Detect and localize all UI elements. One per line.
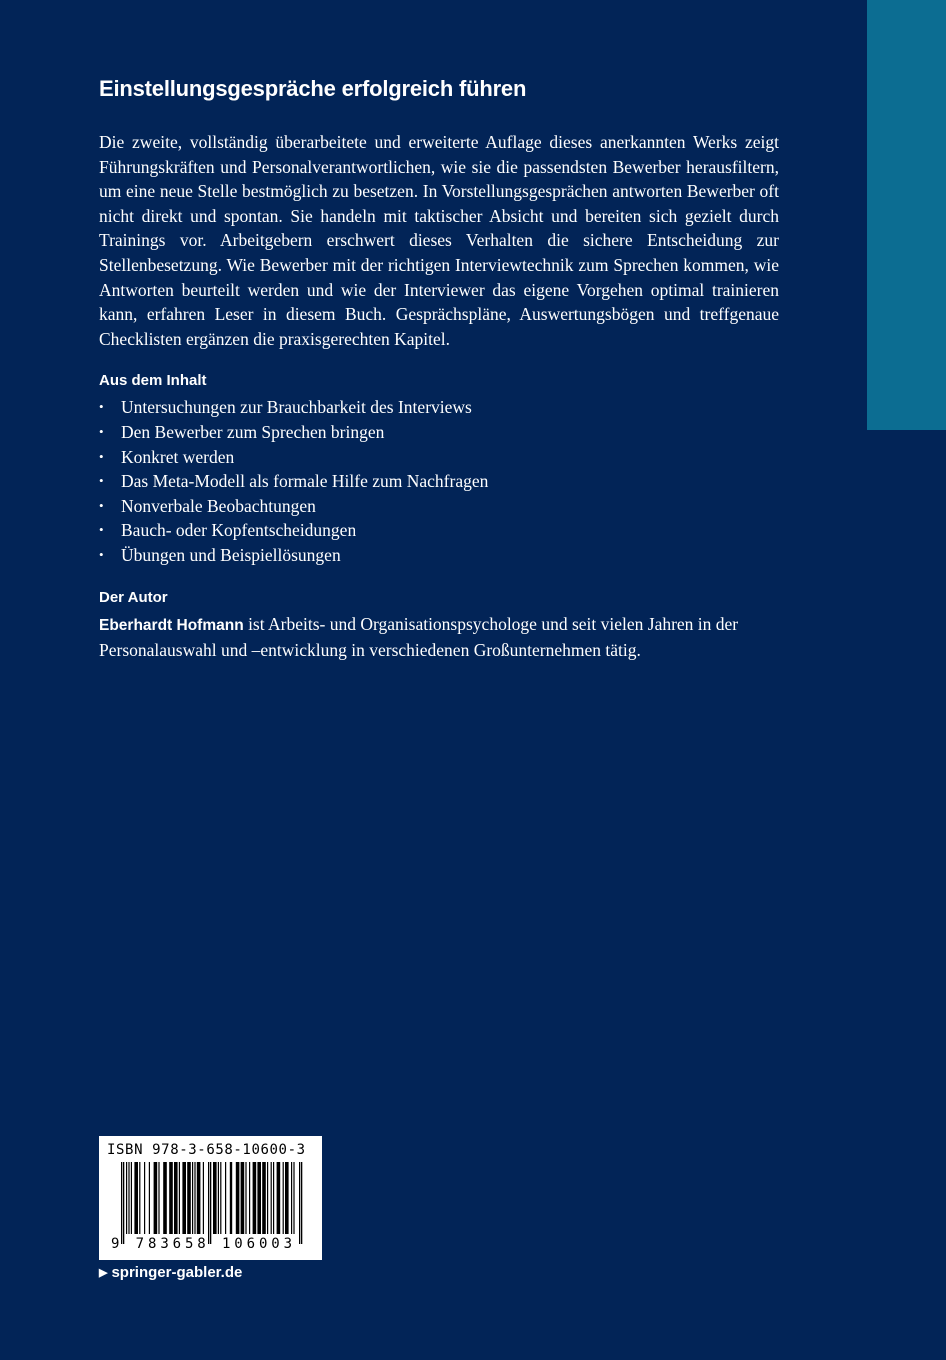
barcode-bar bbox=[194, 1162, 195, 1234]
barcode-bar bbox=[169, 1162, 173, 1234]
barcode-bar bbox=[128, 1162, 129, 1234]
barcode-bar bbox=[131, 1162, 132, 1234]
barcode-guard-bar bbox=[123, 1162, 124, 1244]
barcode-guard-bar bbox=[299, 1162, 300, 1244]
author-name: Eberhardt Hofmann bbox=[99, 616, 244, 634]
barcode-bar bbox=[245, 1162, 246, 1234]
bullet-icon: • bbox=[99, 497, 104, 513]
list-item: • Das Meta-Modell als formale Hilfe zum Nachfragen bbox=[99, 469, 779, 494]
author-heading: Der Autor bbox=[99, 588, 168, 606]
barcode-bar bbox=[174, 1162, 178, 1234]
list-item: • Konkret werden bbox=[99, 445, 779, 470]
barcode-bar bbox=[203, 1162, 204, 1234]
barcode-bar bbox=[139, 1162, 140, 1234]
barcode-bar bbox=[154, 1162, 158, 1234]
list-item: • Bauch- oder Kopfentscheidungen bbox=[99, 518, 779, 543]
barcode-bar bbox=[271, 1162, 272, 1234]
book-title: Einstellungsgespräche erfolgreich führen bbox=[99, 76, 527, 101]
barcode-bar bbox=[262, 1162, 266, 1234]
isbn-label: ISBN 978-3-658-10600-3 bbox=[107, 1142, 306, 1158]
barcode-bar bbox=[293, 1162, 294, 1234]
author-bio-text: ist Arbeits- und Organisationspsychologe und seit vielen Jahren in der Personalauswahl und –entwicklung in verschiedenen Großunternehmen tätig. bbox=[99, 613, 739, 661]
barcode-bar bbox=[182, 1162, 186, 1234]
barcode-bar bbox=[144, 1162, 145, 1234]
barcode-guard-bar bbox=[208, 1162, 209, 1244]
barcode-bar bbox=[257, 1162, 261, 1234]
barcode-bar bbox=[273, 1162, 274, 1234]
contents-list bbox=[99, 395, 779, 567]
barcode-bar bbox=[267, 1162, 268, 1234]
barcode-bar bbox=[277, 1162, 281, 1234]
barcode-bar bbox=[218, 1162, 219, 1234]
barcode-bar bbox=[225, 1162, 226, 1234]
barcode-bar bbox=[187, 1162, 191, 1234]
author-bio bbox=[99, 612, 779, 663]
description-text: Die zweite, vollständig überarbeitete und erweiterte Auflage dieses anerkannten Werks zeigt Führungskräften und Personalverantwortlichen, wie sie die passendsten Bewerber herausfiltern, um eine neue Stelle bestmöglich zu besetzen. In Vorstellungsgesprächen antworten Bewerber oft nicht direkt und spontan. Sie handeln mit taktischer Absicht und bereiten sich gezielt durch Trainings vor. Arbeitgebern erschwert dieses Verhalten die sichere Entscheidung zur Stellenbesetzung. Wie Bewerber mit der richtigen Interviewtechnik zum Sprechen kommen, wie Antworten beurteilt werden und wie der Interviewer das eigene Vorgehen optimal trainieren kann, erfahren Leser in diesem Buch. Gesprächspläne, Auswertungsbögen und treffgenaue Checklisten ergänzen die praxisgerechten Kapitel. bbox=[99, 132, 779, 349]
barcode-bar bbox=[126, 1162, 127, 1234]
barcode-bar bbox=[149, 1162, 150, 1234]
barcode-guard-bar bbox=[121, 1162, 122, 1244]
accent-bar bbox=[867, 0, 946, 430]
barcode-bar bbox=[291, 1162, 292, 1234]
list-item: • Nonverbale Beobachtungen bbox=[99, 494, 779, 519]
barcode-bar bbox=[163, 1162, 167, 1234]
barcode-guard-bar bbox=[301, 1162, 302, 1244]
barcode-guard-bar bbox=[210, 1162, 211, 1244]
barcode-bar bbox=[253, 1162, 257, 1234]
isbn-barcode bbox=[99, 1136, 322, 1260]
barcode-digits: 9 783658 106003 bbox=[111, 1236, 296, 1252]
bullet-icon: • bbox=[99, 423, 104, 439]
bullet-icon: • bbox=[99, 448, 104, 464]
barcode-bar bbox=[283, 1162, 284, 1234]
barcode-bar bbox=[158, 1162, 159, 1234]
bullet-icon: • bbox=[99, 546, 104, 562]
back-cover-content bbox=[99, 72, 779, 663]
barcode-bar bbox=[285, 1162, 289, 1234]
barcode-bar bbox=[249, 1162, 250, 1234]
barcode-bar bbox=[220, 1162, 221, 1234]
barcode-bar bbox=[179, 1162, 180, 1234]
website-link[interactable] bbox=[99, 1264, 242, 1281]
list-item: • Den Bewerber zum Sprechen bringen bbox=[99, 420, 779, 445]
barcode-bar bbox=[197, 1162, 201, 1234]
website-label: springer-gabler.de bbox=[111, 1264, 243, 1281]
list-item: • Übungen und Beispiellösungen bbox=[99, 543, 779, 568]
list-item: • Untersuchungen zur Brauchbarkeit des Interviews bbox=[99, 395, 779, 420]
arrow-right-icon: ▶ bbox=[99, 1267, 108, 1279]
contents-heading: Aus dem Inhalt bbox=[99, 372, 207, 390]
bullet-icon: • bbox=[99, 399, 104, 415]
barcode-bar bbox=[241, 1162, 245, 1234]
bullet-icon: • bbox=[99, 473, 104, 489]
barcode-bar bbox=[134, 1162, 138, 1234]
barcode-bar bbox=[230, 1162, 232, 1234]
barcode-bar bbox=[213, 1162, 217, 1234]
barcode-bar bbox=[192, 1162, 193, 1234]
barcode-bar bbox=[236, 1162, 240, 1234]
bullet-icon: • bbox=[99, 522, 104, 538]
